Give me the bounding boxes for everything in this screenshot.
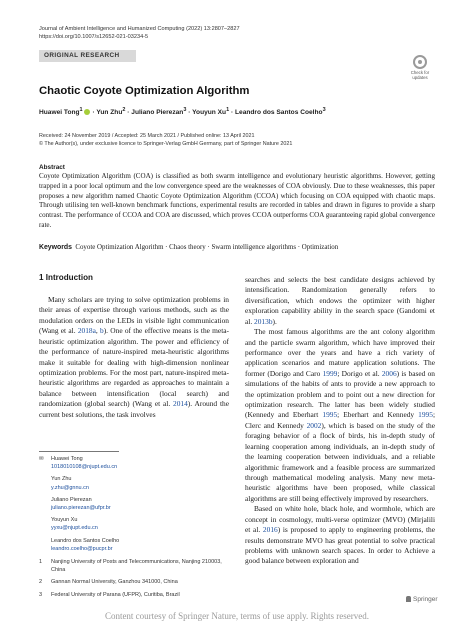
- contact-email[interactable]: yyxu@njupt.edu.cn: [51, 525, 98, 532]
- envelope-icon: ✉: [39, 456, 44, 462]
- affiliations: [39, 455, 229, 599]
- paragraph-text: ; Eberhart and Kennedy: [337, 410, 419, 420]
- publisher-name: Springer: [413, 596, 438, 603]
- institution-item: [39, 558, 229, 574]
- footnote-divider: [39, 451, 119, 452]
- author-affil-sup: 3: [183, 107, 187, 113]
- publication-history: [39, 132, 292, 149]
- intro-paragraph: [39, 295, 229, 420]
- citation-link[interactable]: 1995: [418, 410, 433, 420]
- abstract-heading: Abstract: [39, 164, 65, 171]
- contact-name: Huawei Tong: [51, 456, 83, 462]
- paragraph-text: ).: [272, 316, 277, 326]
- paragraph-text: Based on white hole, black hole, and wormhole, which are concept in cosmology, multi-verse optimizer (MVO) (Mirjalili et al.: [245, 504, 435, 535]
- paragraph-text: ). One of the effective means is the meta-heuristic optimization algorithm. The power and efficiency of the performance of nature-inspired meta-heuristic algorithms make it suitable for dealing with high-dimension nonlinear optimization problems. For the most part, nature-inspired meta-heuristic algorithms are regarded as approaches to maintain a balance between intensification (local search) and randomization (global search) (Wang et al.: [39, 326, 230, 409]
- paragraph-text: searches and selects the best candidate designs achieved by intensification. Randomization generally refers to diversification, which endows the optimizer with higher exploration capability ability in the search space (Gandomi et al.: [245, 275, 435, 326]
- contact-email[interactable]: juliano.pierezan@ufpr.br: [51, 505, 111, 512]
- doi-link[interactable]: https://doi.org/10.1007/s12652-021-03234-5: [39, 34, 149, 41]
- keywords-line: [39, 244, 439, 251]
- paragraph-text: The most famous algorithms are the ant colony algorithm and the particle swarm algorithm, which have improved their performance over the years and have a rich variety of application scenarios and mature application solutions. The former (Dorigo and Caro: [245, 327, 435, 378]
- institution-number: 3: [39, 591, 43, 598]
- institution-item: [39, 578, 229, 586]
- institution-item: [39, 591, 229, 599]
- citation-link[interactable]: 2018a: [77, 326, 96, 336]
- intro-paragraph: [245, 504, 435, 567]
- paragraph-text: ), which is based on the study of the foraging behavior of a flock of birds, his in-depth study of learning cooperation among individuals, an in-depth study of the learning cooperation between individuals, and a reliable algorithmic framework and a feasible process are summarized through mathematical modeling analysis. Many new meta-heuristic algorithms have been proposed, while classical algorithms are still being effectively improved by researchers.: [245, 420, 436, 503]
- citation-link[interactable]: 1995: [322, 410, 338, 420]
- citation-link[interactable]: 2006: [381, 368, 397, 378]
- paragraph-text: ; Dorigo et al.: [337, 368, 382, 378]
- author-name[interactable]: Huawei Tong: [39, 109, 80, 117]
- keywords-text: Coyote Optimization Algorithm · Chaos theory · Swarm intelligence algorithms · Optimization: [75, 244, 339, 251]
- contact-name: Youyun Xu: [51, 517, 78, 524]
- article-type-badge: ORIGINAL RESEARCH: [39, 50, 136, 62]
- intro-left-column: [39, 295, 229, 420]
- citation-link[interactable]: 2014: [173, 399, 188, 409]
- author-affil-sup: 3: [322, 107, 326, 113]
- contact-email[interactable]: 1018010108@njupt.edu.cn: [51, 464, 118, 471]
- contact-email[interactable]: leandro.coelho@pucpr.br: [51, 545, 113, 552]
- citation-link[interactable]: b: [100, 326, 104, 336]
- author-affil-sup: 2: [122, 107, 126, 113]
- institution-number: 2: [39, 579, 43, 586]
- article-title: Chaotic Coyote Optimization Algorithm: [39, 85, 250, 97]
- citation-link[interactable]: 2002: [306, 420, 322, 430]
- springer-horse-icon: [406, 596, 411, 602]
- courtesy-footer: Content courtesy of Springer Nature, terms of use apply. Rights reserved.: [104, 611, 370, 621]
- author-list: [39, 107, 326, 116]
- contact-name: Leandro dos Santos Coelho: [51, 537, 120, 544]
- institution-number: 1: [39, 559, 43, 566]
- orcid-icon[interactable]: [84, 109, 90, 115]
- contact-email[interactable]: y.zhu@gnnu.cn: [51, 484, 89, 491]
- paragraph-text: ) is proposed to apply to engineering problems, the results demonstrate MVO has great potential to solve practical problems with unknown search spaces. In order to Achieve a good balance between exploration and: [245, 525, 435, 566]
- contact-name: Yun Zhu: [51, 476, 72, 483]
- intro-right-column: [245, 275, 435, 567]
- copyright-line: © The Author(s), under exclusive licence to Springer-Verlag GmbH Germany, part of Springer Nature 2021: [39, 141, 293, 148]
- paragraph-text: ) is based on simulations of the habits of ants to provide a new approach to the optimization problem and to point out a new direction for optimization research. The latter has been widely studied (Kennedy and Eberhart: [245, 368, 436, 420]
- intro-paragraph: [245, 327, 435, 504]
- author-name[interactable]: · Yun Zhu: [90, 109, 123, 117]
- intro-paragraph: [245, 275, 435, 327]
- institution-text: Nanjing University of Posts and Telecommunications, Nanjing 210003, China: [51, 559, 222, 574]
- author-name[interactable]: · Juliano Pierezan: [125, 109, 184, 117]
- keywords-label: Keywords: [39, 244, 72, 251]
- paragraph-text: ; Clerc and Kennedy: [245, 410, 435, 430]
- publisher-logo: [406, 596, 438, 603]
- author-affil-sup: 1: [79, 107, 83, 113]
- check-updates-label-1: Check for: [410, 70, 430, 75]
- contact-block: [39, 455, 229, 553]
- dates-line: Received: 24 November 2019 / Accepted: 25 March 2021 / Published online: 13 April 2021: [39, 133, 255, 139]
- citation-link[interactable]: 1999: [322, 368, 338, 378]
- check-for-updates-button[interactable]: [406, 55, 434, 80]
- paragraph-text: ,: [95, 326, 101, 336]
- institution-text: Gannan Normal University, Ganzhou 341000, China: [51, 579, 178, 586]
- journal-header: [39, 25, 240, 42]
- author-name[interactable]: · Youyun Xu: [186, 109, 227, 117]
- author-name[interactable]: · Leandro dos Santos Coelho: [229, 109, 323, 117]
- paragraph-text: ). Around the current best solutions, the task involves: [39, 399, 229, 419]
- check-updates-label-2: updates: [412, 75, 428, 80]
- abstract-text: Coyote Optimization Algorithm (COA) is classified as both swarm intelligence and evolutionary heuristic algorithms. However, getting trapped in a poor local optimum and the low convergence speed are the weaknesses of COA obviously. Due to these weaknesses, this paper proposes a new algorithm named Chaotic Coyote Optimization Algorithm (CCOA) which focusing on COA equipped with chaotic maps. Through utilising ten well-known benchmark functions, experimental results are recorded in tables and drawn in figures to provide a sharp contrast. The performance of CCOA and COA are discussed, which proves CCOA outperforms COA guaranteeing rapid global convergence rate.: [39, 172, 435, 229]
- citation-link[interactable]: 2013b: [254, 316, 273, 326]
- institution-text: Federal University of Parana (UFPR), Curitiba, Brazil: [51, 591, 180, 598]
- paragraph-text: Many scholars are trying to solve optimization problems in their areas of expertise through various methods, such as the modulation orders on the LEDs in visible light communication (Wang et al.: [39, 295, 229, 336]
- check-updates-icon: [413, 55, 427, 69]
- journal-citation: Journal of Ambient Intelligence and Humanized Computing (2022) 13:2807–2827: [39, 26, 240, 32]
- citation-link[interactable]: 2016: [262, 525, 278, 535]
- section-heading-introduction: 1 Introduction: [39, 273, 93, 282]
- contact-name: Juliano Pierezan: [51, 496, 92, 503]
- author-affil-sup: 1: [226, 107, 230, 113]
